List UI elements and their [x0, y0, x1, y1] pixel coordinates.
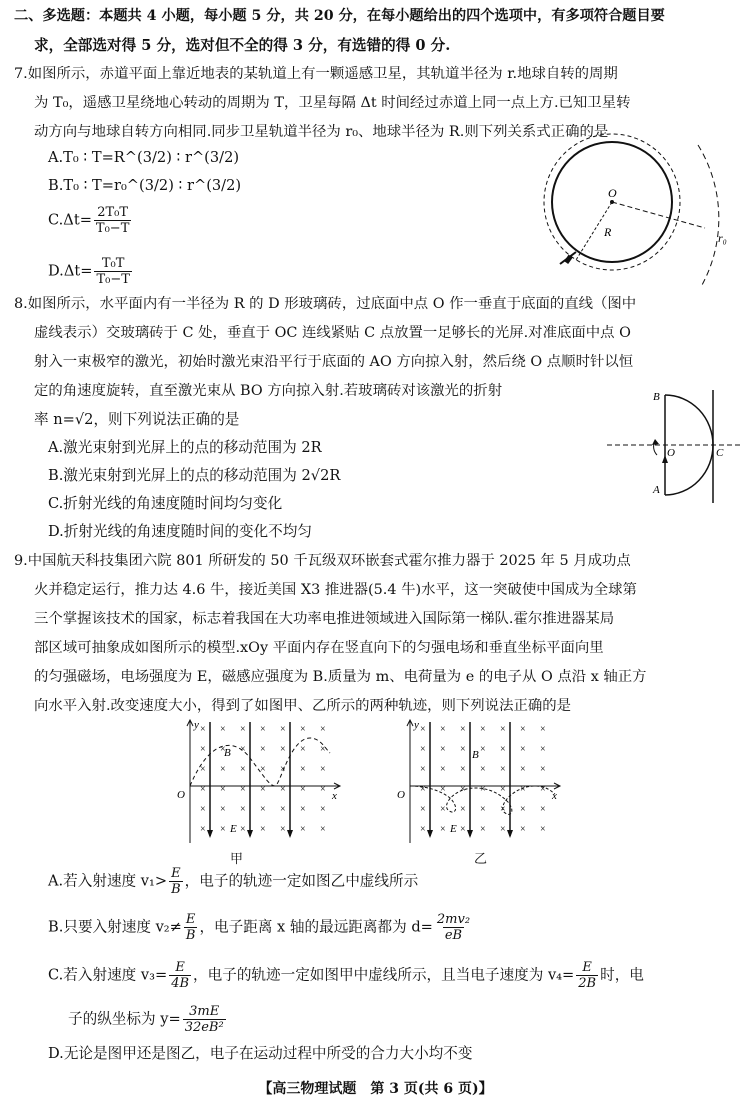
q8-stem-line2: 虚线表示）交玻璃砖于 C 处，垂直于 OC 连线紧贴 C 点放置一足够长的光屏.对准底面中点 O: [34, 325, 631, 341]
field-cross-icon: ×: [540, 724, 546, 735]
field-cross-icon: ×: [480, 744, 486, 755]
field-cross-icon: ×: [220, 824, 226, 835]
label-E: E: [450, 823, 457, 835]
field-cross-icon: ×: [300, 744, 306, 755]
field-cross-icon: ×: [200, 804, 206, 815]
q8-option-c: C.折射光线的角速度随时间均匀变化: [48, 495, 283, 512]
field-cross-icon: ×: [200, 744, 206, 755]
label-x: x: [332, 790, 337, 802]
label-O: O: [177, 789, 185, 801]
field-cross-icon: ×: [300, 824, 306, 835]
field-cross-icon: ×: [220, 764, 226, 775]
e-field-arrow-icon: [507, 830, 513, 838]
field-cross-icon: ×: [540, 824, 546, 835]
label-r0: r₀: [718, 231, 727, 245]
q7-option-c: C.Δt= $\frac{\text{2T₀T}}{\text{T₀−T}}$: [48, 205, 130, 236]
magnetic-field-crosses: [200, 724, 326, 835]
field-cross-icon: ×: [440, 764, 446, 775]
q8-option-b: B.激光束射到光屏上的点的移动范围为 2√2R: [48, 467, 341, 484]
field-cross-icon: ×: [480, 764, 486, 775]
label-x: x: [552, 790, 557, 802]
field-cross-icon: ×: [460, 824, 466, 835]
section-heading: 二、多选题：本题共 4 小题，每小题 5 分，共 20 分，在每小题给出的四个选项中，有多项符合题目要: [14, 8, 665, 24]
field-cross-icon: ×: [540, 784, 546, 795]
field-cross-icon: ×: [480, 824, 486, 835]
field-cross-icon: ×: [320, 784, 326, 795]
field-cross-icon: ×: [220, 804, 226, 815]
field-cross-icon: ×: [200, 764, 206, 775]
field-cross-icon: ×: [520, 744, 526, 755]
q7-stem-line2: 为 T₀，遥感卫星绕地心转动的周期为 T，卫星每隔 Δt 时间经过赤道上同一点上方.已知卫星转: [34, 95, 631, 111]
q8-glass-diagram: [605, 385, 745, 510]
field-cross-icon: ×: [460, 764, 466, 775]
field-cross-icon: ×: [280, 764, 286, 775]
field-cross-icon: ×: [420, 724, 426, 735]
field-cross-icon: ×: [200, 784, 206, 795]
label-O: O: [397, 789, 405, 801]
e-field-arrow-icon: [287, 830, 293, 838]
field-cross-icon: ×: [440, 784, 446, 795]
q8-stem-line3: 射入一束极窄的激光，初始时激光束沿平行于底面的 AO 方向掠入射，然后绕 O 点顺时针以恒: [34, 354, 634, 370]
q7-option-a: A.T₀ ∶ T=R^(3/2) ∶ r^(3/2): [48, 149, 240, 166]
field-cross-icon: ×: [260, 804, 266, 815]
field-cross-icon: ×: [500, 744, 506, 755]
field-cross-icon: ×: [260, 824, 266, 835]
e-field-arrow-icon: [247, 830, 253, 838]
rotation-arrowhead-icon: [652, 439, 659, 445]
field-cross-icon: ×: [220, 784, 226, 795]
field-cross-icon: ×: [240, 824, 246, 835]
e-field-arrow-icon: [467, 830, 473, 838]
field-cross-icon: ×: [280, 824, 286, 835]
field-cross-icon: ×: [520, 824, 526, 835]
field-cross-icon: ×: [460, 724, 466, 735]
field-cross-icon: ×: [540, 764, 546, 775]
field-cross-icon: ×: [200, 824, 206, 835]
field-cross-icon: ×: [440, 824, 446, 835]
field-cross-icon: ×: [300, 804, 306, 815]
field-cross-icon: ×: [320, 724, 326, 735]
label-B: B: [472, 749, 479, 761]
label-A: A: [653, 484, 660, 496]
q8-option-d: D.折射光线的角速度随时间的变化不均匀: [48, 523, 312, 540]
field-cross-icon: ×: [280, 804, 286, 815]
center-dot: [610, 200, 614, 204]
r0-line: [612, 202, 705, 228]
field-cross-icon: ×: [460, 804, 466, 815]
q7-orbit-diagram: [540, 140, 740, 290]
synchronous-orbit-arc: [698, 145, 719, 285]
e-field-arrow-icon: [207, 830, 213, 838]
q8-stem-line5: 率 n=√2，则下列说法正确的是: [34, 411, 240, 428]
q9-stem-line4: 部区域可抽象成如图所示的模型.xOy 平面内存在竖直向下的匀强电场和垂直坐标平面向里: [34, 640, 604, 656]
field-cross-icon: ×: [240, 724, 246, 735]
field-cross-icon: ×: [440, 744, 446, 755]
q9-figure-jia: [177, 718, 340, 848]
field-cross-icon: ×: [320, 764, 326, 775]
q9-stem-line3: 三个掌握该技术的国家，标志着我国在大功率电推进领域进入国际第一梯队.霍尔推进器某局: [34, 611, 615, 627]
q9-option-a: A.若入射速度 v₁> $\frac{E}{B}$ ，电子的轨迹一定如图乙中虚线所示: [48, 866, 419, 897]
field-cross-icon: ×: [260, 744, 266, 755]
field-cross-icon: ×: [440, 724, 446, 735]
q9-option-c: C.若入射速度 v₃= $\frac{E}{4B}$ ，电子的轨迹一定如图甲中虚线所示，且当电子速度为 v₄= $\frac{E}{2B}$ 时，电: [48, 960, 644, 991]
field-cross-icon: ×: [280, 784, 286, 795]
label-C: C: [716, 447, 724, 459]
label-y: y: [414, 719, 419, 731]
field-cross-icon: ×: [520, 784, 526, 795]
field-cross-icon: ×: [300, 784, 306, 795]
field-cross-icon: ×: [480, 724, 486, 735]
label-B: B: [224, 747, 231, 759]
field-cross-icon: ×: [420, 824, 426, 835]
field-cross-icon: ×: [500, 724, 506, 735]
field-cross-icon: ×: [500, 764, 506, 775]
field-cross-icon: ×: [300, 764, 306, 775]
field-cross-icon: ×: [420, 804, 426, 815]
field-cross-icon: ×: [520, 764, 526, 775]
field-cross-icon: ×: [520, 724, 526, 735]
caption-jia: 甲: [230, 852, 244, 867]
field-cross-icon: ×: [520, 804, 526, 815]
field-cross-icon: ×: [460, 744, 466, 755]
field-cross-icon: ×: [540, 804, 546, 815]
q7-option-b: B.T₀ ∶ T=r₀^(3/2) ∶ r^(3/2): [48, 177, 242, 194]
field-cross-icon: ×: [280, 744, 286, 755]
field-cross-icon: ×: [200, 724, 206, 735]
label-B: B: [653, 391, 660, 403]
field-cross-icon: ×: [240, 784, 246, 795]
section-heading-cont: 求，全部选对得 5 分，选对但不全的得 3 分，有选错的得 0 分.: [34, 37, 451, 54]
field-cross-icon: ×: [500, 804, 506, 815]
q8-stem-line1: 8.如图所示，水平面内有一半径为 R 的 D 形玻璃砖，过底面中点 O 作一垂直于底面的直线（图中: [14, 296, 637, 312]
field-cross-icon: ×: [500, 824, 506, 835]
field-cross-icon: ×: [320, 744, 326, 755]
q9-stem-line6: 向水平入射.改变速度大小，得到了如图甲、乙所示的两种轨迹，则下列说法正确的是: [34, 698, 572, 714]
field-cross-icon: ×: [260, 764, 266, 775]
q9-option-d: D.无论是图甲还是图乙，电子在运动过程中所受的合力大小均不变: [48, 1045, 473, 1062]
electric-field-lines: [207, 722, 293, 838]
field-cross-icon: ×: [300, 724, 306, 735]
q9-figure-yi: [397, 718, 560, 848]
field-cross-icon: ×: [500, 784, 506, 795]
q9-stem-line1: 9.中国航天科技集团六院 801 所研发的 50 千瓦级双环嵌套式霍尔推力器于 2025 年 5 月成功点: [14, 553, 631, 569]
field-cross-icon: ×: [260, 724, 266, 735]
label-R: R: [604, 225, 612, 239]
caption-yi: 乙: [474, 852, 488, 867]
field-cross-icon: ×: [240, 804, 246, 815]
q8-option-a: A.激光束射到光屏上的点的移动范围为 2R: [48, 439, 322, 456]
e-field-arrow-icon: [427, 830, 433, 838]
page-footer: 【高三物理试题 第 3 页(共 6 页)】: [258, 1081, 493, 1097]
q7-stem-line1: 7.如图所示，赤道平面上靠近地表的某轨道上有一颗遥感卫星，其轨道半径为 r.地球自转的周期: [14, 66, 618, 82]
field-cross-icon: ×: [240, 764, 246, 775]
field-cross-icon: ×: [220, 744, 226, 755]
q8-stem-line4: 定的角速度旋转，直至激光束从 BO 方向掠入射.若玻璃砖对该激光的折射: [34, 383, 503, 399]
field-cross-icon: ×: [260, 784, 266, 795]
field-cross-icon: ×: [420, 784, 426, 795]
electric-field-lines: [427, 722, 513, 838]
field-cross-icon: ×: [460, 784, 466, 795]
field-cross-icon: ×: [220, 724, 226, 735]
field-cross-icon: ×: [480, 784, 486, 795]
field-cross-icon: ×: [280, 724, 286, 735]
field-cross-icon: ×: [440, 804, 446, 815]
q9-stem-line2: 火并稳定运行，推力达 4.6 牛，接近美国 X3 推进器(5.4 牛)水平，这一突破使中国成为全球第: [34, 582, 637, 598]
label-O: O: [608, 186, 617, 200]
q9-option-b: B.只要入射速度 v₂≠ $\frac{E}{B}$ ，电子距离 x 轴的最远距离都为 d= $\frac{\text{2mv₂}}{eB}$: [48, 912, 471, 943]
field-cross-icon: ×: [320, 804, 326, 815]
label-O: O: [667, 447, 675, 459]
q7-stem-line3: 动方向与地球自转方向相同.同步卫星轨道半径为 r₀、地球半径为 R.则下列关系式正确的是: [34, 124, 609, 140]
field-cross-icon: ×: [420, 744, 426, 755]
field-cross-icon: ×: [320, 824, 326, 835]
q9-stem-line5: 的匀强磁场，电场强度为 E，磁感应强度为 B.质量为 m、电荷量为 e 的电子从 O 点沿 x 轴正方: [34, 669, 647, 685]
label-y: y: [194, 719, 199, 731]
field-cross-icon: ×: [240, 744, 246, 755]
field-cross-icon: ×: [480, 804, 486, 815]
magnetic-field-crosses: [420, 724, 546, 835]
label-E: E: [230, 823, 237, 835]
field-cross-icon: ×: [420, 764, 426, 775]
q7-option-d: D.Δt= $\frac{\text{T₀T}}{\text{T₀−T}}$: [48, 256, 130, 287]
field-cross-icon: ×: [540, 744, 546, 755]
q9-option-c-cont: 子的纵坐标为 y= $\frac{3mE}{\text{32eB²}}$: [68, 1004, 224, 1035]
